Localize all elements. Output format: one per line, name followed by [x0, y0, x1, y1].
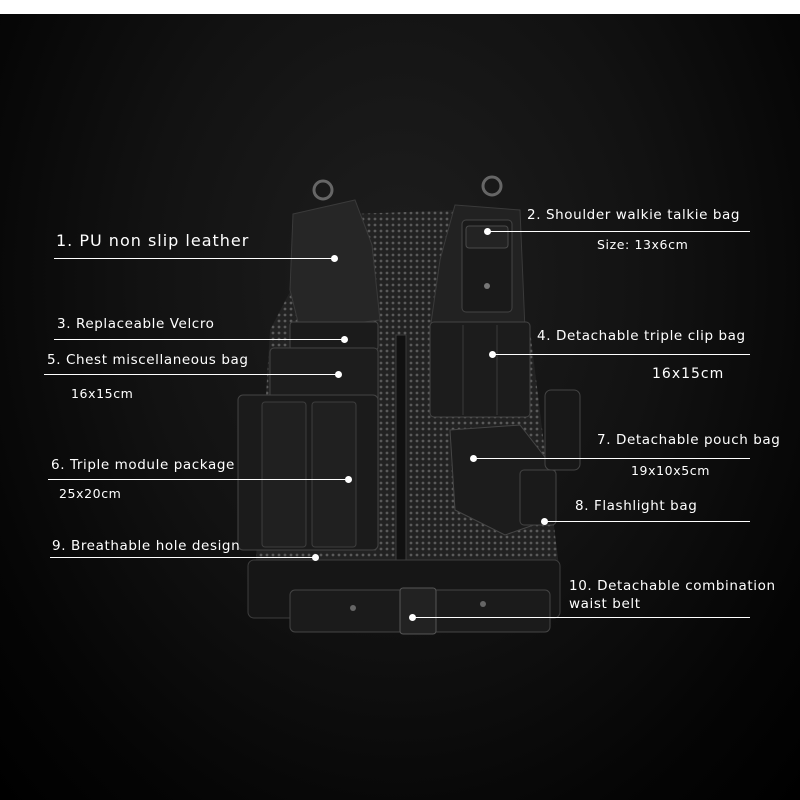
callout-dot-9: [312, 554, 319, 561]
callout-dot-6: [470, 455, 477, 462]
callout-dot-2: [484, 228, 491, 235]
callout-line-10: [412, 617, 750, 618]
callout-label-3: 3. Replaceable Velcro: [57, 316, 215, 332]
callout-label-8: 8. Flashlight bag: [575, 498, 698, 514]
callout-line-2: [487, 231, 750, 232]
callout-dot-7: [345, 476, 352, 483]
callout-size-2: Size: 13x6cm: [597, 237, 689, 252]
callout-label-10: 10. Detachable combination: [569, 578, 776, 594]
callout-size-7: 25x20cm: [59, 486, 122, 501]
callout-size-6: 19x10x5cm: [631, 463, 711, 478]
callout-line-7: [48, 479, 348, 480]
callout-line-4: [492, 354, 750, 355]
callout-label-9: 9. Breathable hole design: [52, 538, 241, 554]
callout-dot-10: [409, 614, 416, 621]
callout-line-6: [473, 458, 750, 459]
callout-line-3: [54, 339, 344, 340]
callout-label-4: 4. Detachable triple clip bag: [537, 328, 746, 344]
callout-label-7: 6. Triple module package: [51, 457, 235, 473]
callout-label-6: 7. Detachable pouch bag: [597, 432, 781, 448]
callout-dot-3: [341, 336, 348, 343]
callout-label-10-line2: waist belt: [569, 596, 641, 612]
callout-line-9: [50, 557, 315, 558]
callout-line-8: [544, 521, 750, 522]
callout-size-5: 16x15cm: [71, 386, 134, 401]
callout-dot-1: [331, 255, 338, 262]
callout-line-1: [54, 258, 334, 259]
callout-dot-5: [335, 371, 342, 378]
callout-label-1: 1. PU non slip leather: [56, 231, 250, 250]
callout-dot-4: [489, 351, 496, 358]
callout-line-5: [44, 374, 338, 375]
callout-dot-8: [541, 518, 548, 525]
callout-label-5: 5. Chest miscellaneous bag: [47, 352, 249, 368]
callout-size-4: 16x15cm: [652, 366, 725, 382]
callout-label-2: 2. Shoulder walkie talkie bag: [527, 207, 741, 223]
